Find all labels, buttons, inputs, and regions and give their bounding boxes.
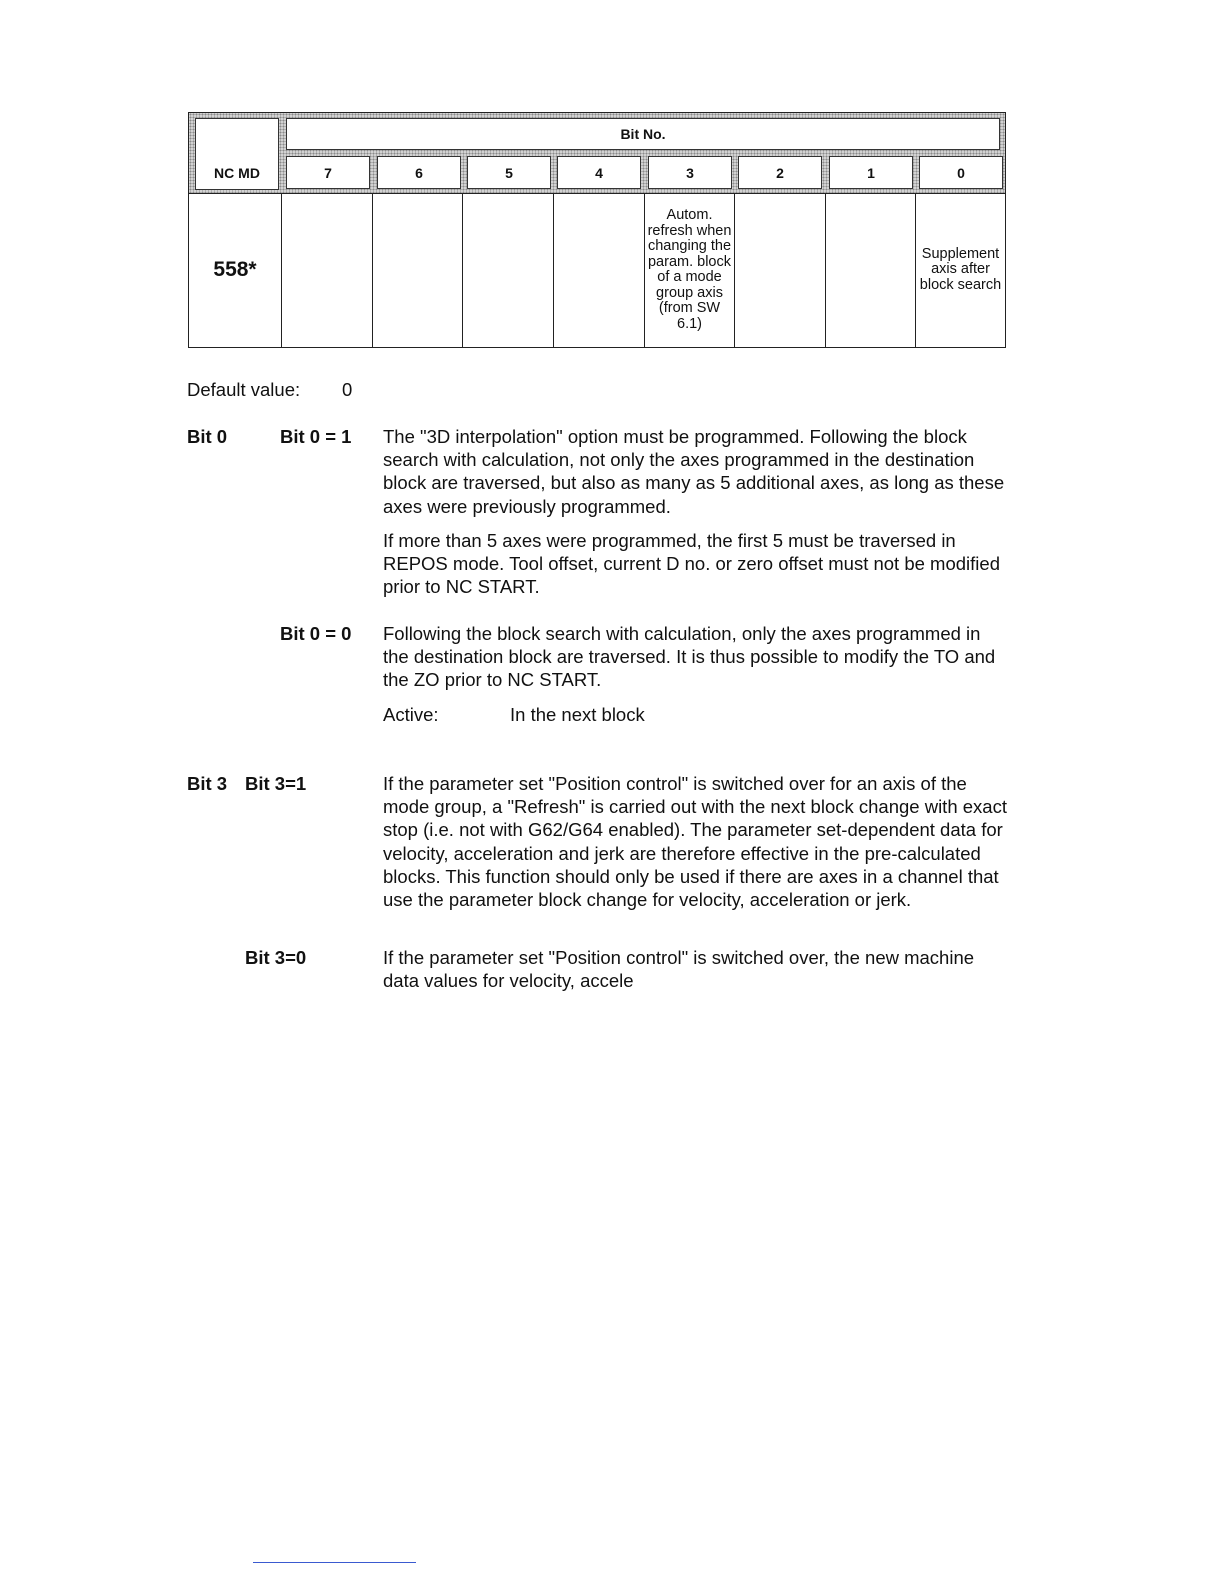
table-body-row xyxy=(189,193,1005,347)
bit-0-set-paragraph-2: If more than 5 axes were programmed, the first 5 must be traversed in REPOS mode. Tool offset, current D no. or zero offset must not be modified prior to NC START. xyxy=(383,530,1000,598)
nc-md-header: NC MD xyxy=(195,118,279,190)
active-label: Active: xyxy=(383,704,439,725)
bit-0-header: 0 xyxy=(919,156,1003,189)
bit-0-clear-label: Bit 0 = 0 xyxy=(280,623,352,644)
nc-md-bit-table xyxy=(188,112,1006,348)
bit-2-header: 2 xyxy=(738,156,822,189)
column-divider xyxy=(281,193,282,347)
bit-6-header: 6 xyxy=(377,156,461,189)
bit-3-clear-label: Bit 3=0 xyxy=(245,947,307,968)
bit-4-header: 4 xyxy=(557,156,641,189)
bit-0-clear-paragraph: Following the block search with calculation, only the axes programmed in the destination block are traversed. It is thus possible to modify the TO and the ZO prior to NC START. xyxy=(383,623,996,691)
default-value-label: Default value: xyxy=(187,379,301,400)
bit-1-header: 1 xyxy=(829,156,913,189)
md-number: 558* xyxy=(213,258,257,281)
column-divider xyxy=(372,193,373,347)
column-divider xyxy=(462,193,463,347)
bit-5-header: 5 xyxy=(467,156,551,189)
bit-0-description: Supplement axis after block search xyxy=(919,245,1002,293)
bit-3-clear-paragraph: If the parameter set "Position control" is switched over, the new machine data values for velocity, accele xyxy=(383,947,975,992)
bit-3-set-paragraph: If the parameter set "Position control" is switched over for an axis of the mode group, a "Refresh" is carried out with the next block change with exact stop (i.e. not with G62/G64 enabled). The parameter set-dependent data for velocity, acceleration and jerk are therefore effective in the pre-calculated blocks. This function should only be used if there are axes in a channel that use the parameter block change for velocity, acceleration or jerk. xyxy=(383,773,1007,911)
bit-0-set-paragraph-1: The "3D interpolation" option must be programmed. Following the block search with calculation, not only the axes programmed in the destination block are traversed, but also as many as 5 additional axes, as long as these axes were previously programmed. xyxy=(383,426,1005,517)
table-header xyxy=(189,113,1005,194)
bit-3-description: Autom. refresh when changing the param. block of a mode group axis (from SW 6.1) xyxy=(647,207,732,332)
default-value: 0 xyxy=(342,379,353,400)
bit-0-label: Bit 0 xyxy=(187,426,228,447)
column-divider xyxy=(825,193,826,347)
column-divider xyxy=(553,193,554,347)
footnote-rule xyxy=(253,1562,416,1563)
bit-3-set-label: Bit 3=1 xyxy=(245,773,307,794)
column-divider xyxy=(734,193,735,347)
bit-7-header: 7 xyxy=(286,156,370,189)
bit-3-header: 3 xyxy=(648,156,732,189)
bit-no-header: Bit No. xyxy=(286,118,1000,150)
bit-3-label: Bit 3 xyxy=(187,773,228,794)
active-value: In the next block xyxy=(510,704,645,725)
bit-0-set-label: Bit 0 = 1 xyxy=(280,426,352,447)
